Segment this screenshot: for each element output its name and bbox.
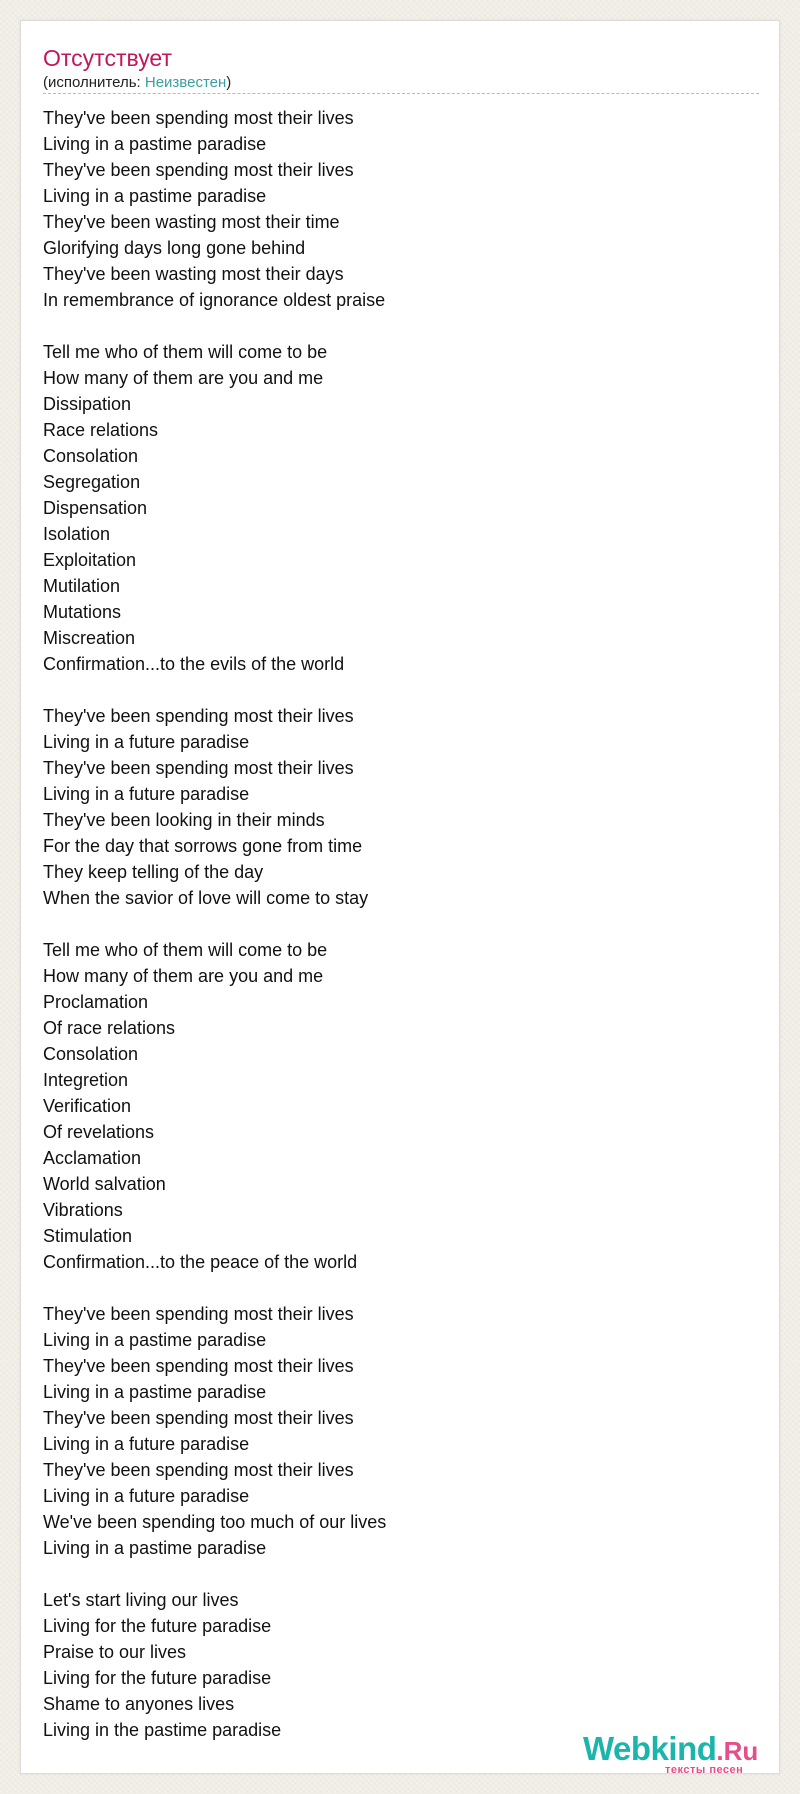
- lyric-line: Mutilation: [43, 576, 121, 596]
- lyric-line: Miscreation: [43, 628, 136, 648]
- lyric-line: Verification: [43, 1096, 132, 1116]
- lyric-line: Integretion: [43, 1070, 129, 1090]
- lyric-line: Living in a future paradise: [43, 1434, 250, 1454]
- stanza-break: [43, 1275, 743, 1301]
- lyric-line: Consolation: [43, 1044, 139, 1064]
- stanza-break: [43, 911, 743, 937]
- logo-tld: .Ru: [716, 1736, 759, 1766]
- lyric-line: Living in a future paradise: [43, 732, 250, 752]
- lyric-line: Living in a pastime paradise: [43, 134, 267, 154]
- lyric-line: Living in a pastime paradise: [43, 1382, 267, 1402]
- lyric-line: Living in a pastime paradise: [43, 1330, 267, 1350]
- lyric-line: Let's start living our lives: [43, 1590, 239, 1610]
- lyric-line: Tell me who of them will come to be: [43, 940, 328, 960]
- stanza-break: [43, 677, 743, 703]
- lyric-line: Dissipation: [43, 394, 132, 414]
- lyric-line: We've been spending too much of our lives: [43, 1512, 387, 1532]
- artist-line: [43, 74, 231, 92]
- song-title: Отсутствует: [43, 45, 172, 71]
- lyric-line: Acclamation: [43, 1148, 142, 1168]
- lyric-line: Living for the future paradise: [43, 1616, 272, 1636]
- lyric-line: Living in a future paradise: [43, 1486, 250, 1506]
- lyric-line: They've been spending most their lives: [43, 706, 354, 726]
- lyric-line: Of race relations: [43, 1018, 176, 1038]
- lyric-line: When the savior of love will come to stay: [43, 888, 369, 908]
- logo-main-text: Webkind: [583, 1730, 717, 1767]
- lyric-line: Stimulation: [43, 1226, 133, 1246]
- lyric-line: Of revelations: [43, 1122, 155, 1142]
- webkind-logo[interactable]: [583, 1731, 773, 1777]
- lyric-line: They keep telling of the day: [43, 862, 264, 882]
- lyric-line: Segregation: [43, 472, 141, 492]
- lyric-line: They've been spending most their lives: [43, 1356, 354, 1376]
- lyric-line: Race relations: [43, 420, 159, 440]
- stanza-break: [43, 1561, 743, 1587]
- artist-prefix: (исполнитель:: [43, 74, 145, 91]
- lyric-line: Living for the future paradise: [43, 1668, 272, 1688]
- artist-suffix: ): [226, 74, 232, 91]
- lyric-line: They've been spending most their lives: [43, 758, 354, 778]
- lyric-line: Living in the pastime paradise: [43, 1720, 282, 1740]
- lyric-line: In remembrance of ignorance oldest praise: [43, 290, 386, 310]
- lyric-line: Confirmation...to the peace of the world: [43, 1252, 358, 1272]
- lyric-line: How many of them are you and me: [43, 368, 324, 388]
- logo-tagline: тексты песен: [665, 1764, 744, 1776]
- lyric-line: For the day that sorrows gone from time: [43, 836, 363, 856]
- lyrics-card: [20, 20, 780, 1774]
- lyric-line: World salvation: [43, 1174, 166, 1194]
- lyric-line: Exploitation: [43, 550, 137, 570]
- lyrics-text: [43, 105, 743, 1743]
- lyric-line: They've been spending most their lives: [43, 1460, 354, 1480]
- lyric-line: They've been wasting most their time: [43, 212, 340, 232]
- lyric-line: Living in a future paradise: [43, 784, 250, 804]
- lyric-line: They've been looking in their minds: [43, 810, 325, 830]
- lyric-line: How many of them are you and me: [43, 966, 324, 986]
- lyric-line: They've been spending most their lives: [43, 1304, 354, 1324]
- lyric-line: They've been spending most their lives: [43, 108, 354, 128]
- lyric-line: They've been wasting most their days: [43, 264, 344, 284]
- lyric-line: Tell me who of them will come to be: [43, 342, 328, 362]
- lyric-line: Confirmation...to the evils of the world: [43, 654, 345, 674]
- lyric-line: They've been spending most their lives: [43, 1408, 354, 1428]
- lyric-line: Vibrations: [43, 1200, 123, 1220]
- lyric-line: Living in a pastime paradise: [43, 186, 267, 206]
- lyric-line: Glorifying days long gone behind: [43, 238, 306, 258]
- lyric-line: Shame to anyones lives: [43, 1694, 235, 1714]
- lyric-line: They've been spending most their lives: [43, 160, 354, 180]
- artist-link[interactable]: Неизвестен: [144, 74, 227, 91]
- stanza-break: [43, 313, 743, 339]
- lyric-line: Living in a pastime paradise: [43, 1538, 267, 1558]
- lyric-line: Praise to our lives: [43, 1642, 187, 1662]
- title-divider: [43, 93, 759, 94]
- lyric-line: Proclamation: [43, 992, 149, 1012]
- lyric-line: Mutations: [43, 602, 122, 622]
- lyric-line: Dispensation: [43, 498, 148, 518]
- lyric-line: Isolation: [43, 524, 111, 544]
- lyric-line: Consolation: [43, 446, 139, 466]
